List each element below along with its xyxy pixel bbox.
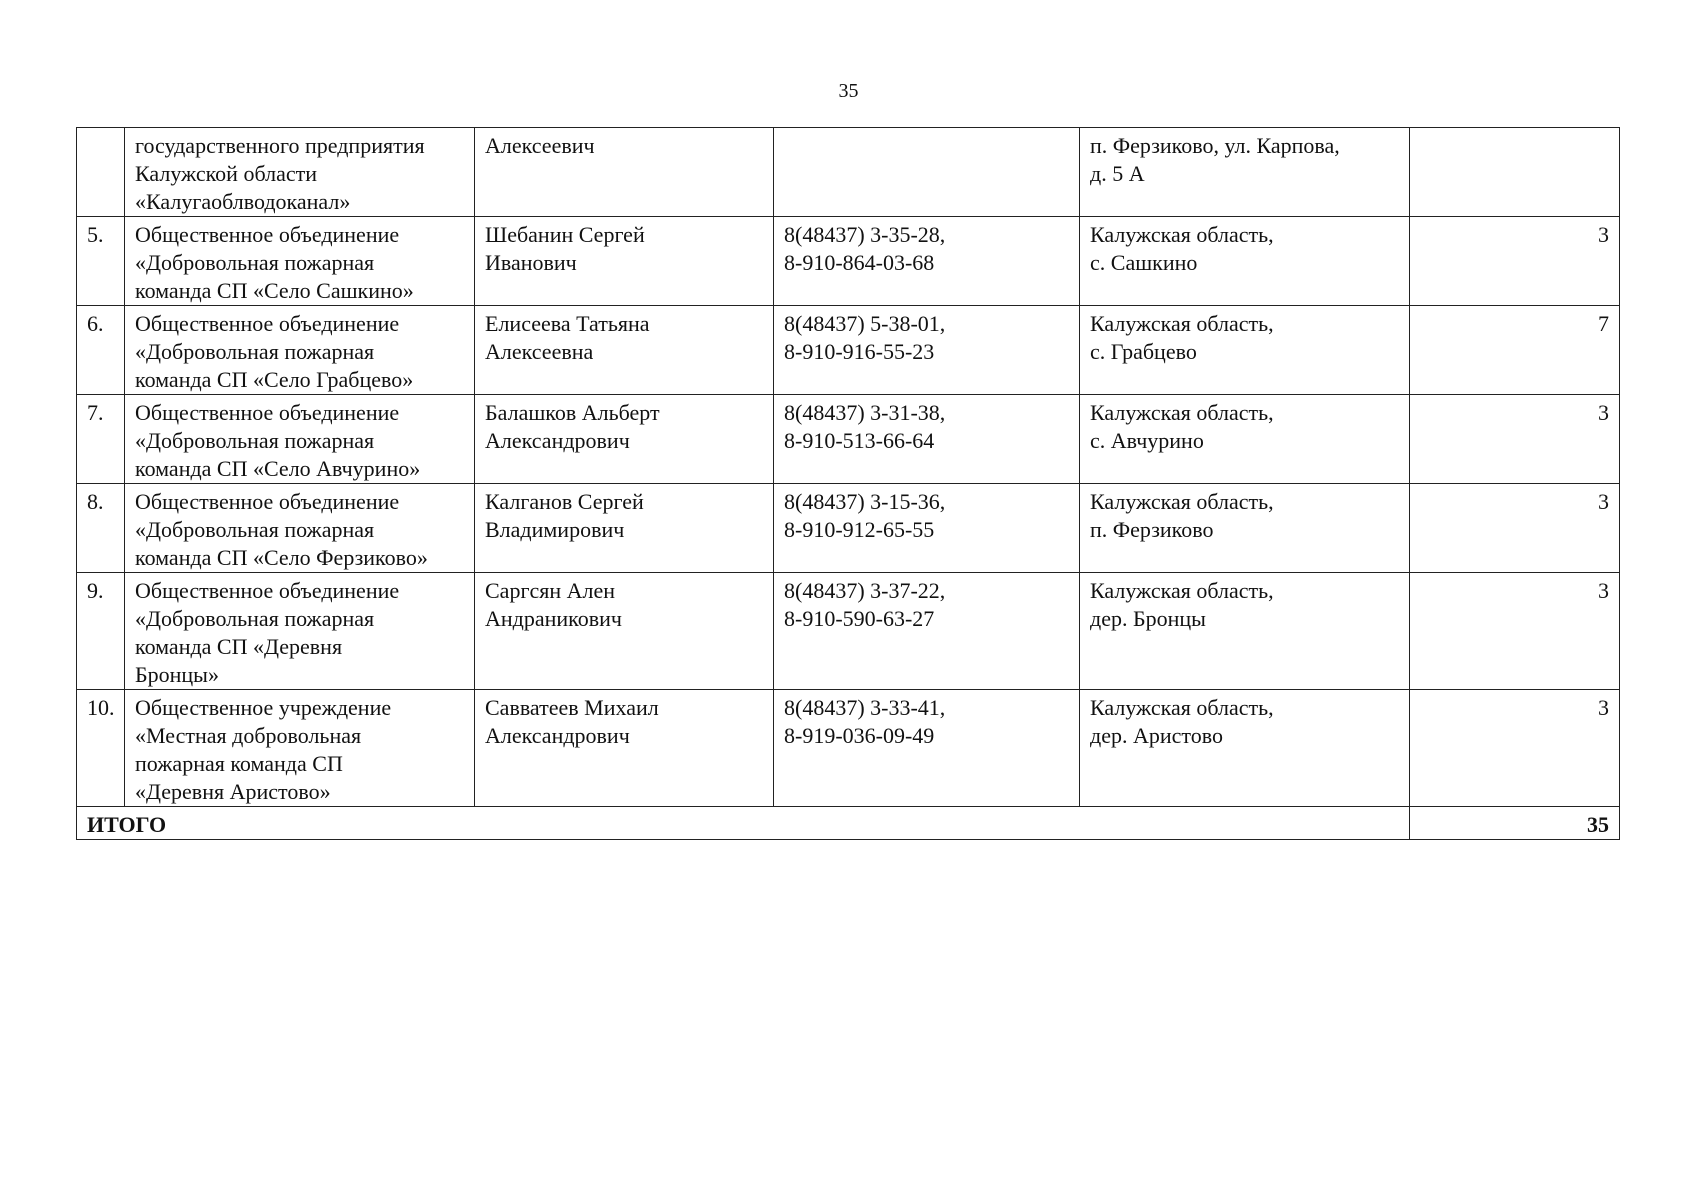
- phone-numbers-line: 8(48437) 3-31-38,: [784, 400, 946, 425]
- page-number: 35: [838, 80, 859, 102]
- address: [1080, 128, 1410, 217]
- address: [1080, 484, 1410, 573]
- organization-name-line: «Добровольная пожарная: [135, 606, 375, 631]
- member-count: 3: [1410, 573, 1620, 690]
- head-name: [475, 395, 774, 484]
- organization-name: [125, 395, 475, 484]
- head-name-line: Калганов Сергей: [485, 489, 644, 514]
- table-row: [77, 573, 1620, 690]
- head-name-line: Владимирович: [485, 517, 625, 542]
- table-row: [77, 217, 1620, 306]
- organization-name-line: команда СП «Село Авчурино»: [135, 456, 421, 481]
- phone-numbers-line: 8(48437) 3-15-36,: [784, 489, 946, 514]
- organization-name-line: пожарная команда СП: [135, 751, 343, 776]
- member-count: 3: [1410, 395, 1620, 484]
- organization-name: [125, 484, 475, 573]
- organization-name-line: команда СП «Село Ферзиково»: [135, 545, 428, 570]
- address: [1080, 395, 1410, 484]
- row-number: 7.: [77, 395, 125, 484]
- organization-name-line: Общественное объединение: [135, 311, 400, 336]
- row-number: 8.: [77, 484, 125, 573]
- row-number: 10.: [77, 690, 125, 807]
- phone-numbers: [774, 395, 1080, 484]
- address: [1080, 690, 1410, 807]
- phone-numbers-line: 8(48437) 3-37-22,: [784, 578, 946, 603]
- phone-numbers-line: 8-910-864-03-68: [784, 250, 935, 275]
- organization-name-line: «Деревня Аристово»: [135, 779, 331, 804]
- organization-name-line: Общественное объединение: [135, 578, 400, 603]
- table-row: [77, 690, 1620, 807]
- address-line: Калужская область,: [1090, 400, 1274, 425]
- total-label: ИТОГО: [77, 807, 1410, 840]
- address-line: Калужская область,: [1090, 489, 1274, 514]
- organization-name-line: «Добровольная пожарная: [135, 428, 375, 453]
- address-line: дер. Аристово: [1090, 723, 1223, 748]
- total-row: [77, 807, 1620, 840]
- table-row: [77, 395, 1620, 484]
- organization-name-line: Калужской области: [135, 161, 317, 186]
- head-name: [475, 217, 774, 306]
- organization-name-line: «Добровольная пожарная: [135, 339, 375, 364]
- organization-name-line: «Добровольная пожарная: [135, 250, 375, 275]
- head-name: [475, 128, 774, 217]
- address-line: п. Ферзиково, ул. Карпова,: [1090, 133, 1340, 158]
- row-number: 6.: [77, 306, 125, 395]
- row-number: 9.: [77, 573, 125, 690]
- organization-name: [125, 306, 475, 395]
- phone-numbers-line: 8-910-590-63-27: [784, 606, 935, 631]
- phone-numbers-line: 8(48437) 3-35-28,: [784, 222, 946, 247]
- fire-brigades-table: [76, 127, 1620, 840]
- address-line: п. Ферзиково: [1090, 517, 1214, 542]
- member-count: 3: [1410, 690, 1620, 807]
- head-name: [475, 690, 774, 807]
- table-row: [77, 484, 1620, 573]
- organization-name-line: команда СП «Деревня: [135, 634, 343, 659]
- organization-name-line: Общественное объединение: [135, 222, 400, 247]
- organization-name-line: «Местная добровольная: [135, 723, 362, 748]
- organization-name-line: Общественное учреждение: [135, 695, 392, 720]
- table-row: [77, 128, 1620, 217]
- head-name: [475, 484, 774, 573]
- head-name: [475, 306, 774, 395]
- address-line: дер. Бронцы: [1090, 606, 1206, 631]
- phone-numbers: [774, 217, 1080, 306]
- address-line: Калужская область,: [1090, 578, 1274, 603]
- phone-numbers: [774, 128, 1080, 217]
- organization-name-line: команда СП «Село Грабцево»: [135, 367, 414, 392]
- table-body: [77, 128, 1620, 840]
- head-name-line: Александрович: [485, 723, 630, 748]
- organization-name-line: Общественное объединение: [135, 489, 400, 514]
- head-name-line: Александрович: [485, 428, 630, 453]
- address: [1080, 573, 1410, 690]
- address: [1080, 306, 1410, 395]
- phone-numbers-line: 8-910-916-55-23: [784, 339, 935, 364]
- phone-numbers: [774, 573, 1080, 690]
- organization-name: [125, 690, 475, 807]
- head-name-line: Елисеева Татьяна: [485, 311, 650, 336]
- phone-numbers: [774, 306, 1080, 395]
- phone-numbers-line: 8-910-513-66-64: [784, 428, 935, 453]
- head-name-line: Алексеевич: [485, 133, 595, 158]
- organization-name: [125, 128, 475, 217]
- address-line: Калужская область,: [1090, 695, 1274, 720]
- organization-name-line: Общественное объединение: [135, 400, 400, 425]
- head-name-line: Иванович: [485, 250, 577, 275]
- table-row: [77, 306, 1620, 395]
- phone-numbers-line: 8(48437) 5-38-01,: [784, 311, 946, 336]
- member-count: [1410, 128, 1620, 217]
- organization-name-line: «Калугаоблводоканал»: [135, 189, 351, 214]
- head-name: [475, 573, 774, 690]
- address-line: Калужская область,: [1090, 311, 1274, 336]
- row-number: 5.: [77, 217, 125, 306]
- address-line: д. 5 А: [1090, 161, 1145, 186]
- head-name-line: Балашков Альберт: [485, 400, 660, 425]
- organization-name-line: Бронцы»: [135, 662, 219, 687]
- member-count: 3: [1410, 484, 1620, 573]
- head-name-line: Андраникович: [485, 606, 622, 631]
- phone-numbers: [774, 690, 1080, 807]
- organization-name-line: государственного предприятия: [135, 133, 425, 158]
- address-line: с. Авчурино: [1090, 428, 1204, 453]
- member-count: 7: [1410, 306, 1620, 395]
- row-number: [77, 128, 125, 217]
- organization-name: [125, 573, 475, 690]
- address: [1080, 217, 1410, 306]
- total-value: 35: [1410, 807, 1620, 840]
- address-line: с. Сашкино: [1090, 250, 1198, 275]
- phone-numbers-line: 8-919-036-09-49: [784, 723, 935, 748]
- head-name-line: Саргсян Ален: [485, 578, 616, 603]
- address-line: Калужская область,: [1090, 222, 1274, 247]
- head-name-line: Савватеев Михаил: [485, 695, 659, 720]
- phone-numbers-line: 8-910-912-65-55: [784, 517, 935, 542]
- head-name-line: Шебанин Сергей: [485, 222, 645, 247]
- phone-numbers-line: 8(48437) 3-33-41,: [784, 695, 946, 720]
- organization-name: [125, 217, 475, 306]
- phone-numbers: [774, 484, 1080, 573]
- organization-name-line: команда СП «Село Сашкино»: [135, 278, 414, 303]
- address-line: с. Грабцево: [1090, 339, 1197, 364]
- organization-name-line: «Добровольная пожарная: [135, 517, 375, 542]
- member-count: 3: [1410, 217, 1620, 306]
- head-name-line: Алексеевна: [485, 339, 594, 364]
